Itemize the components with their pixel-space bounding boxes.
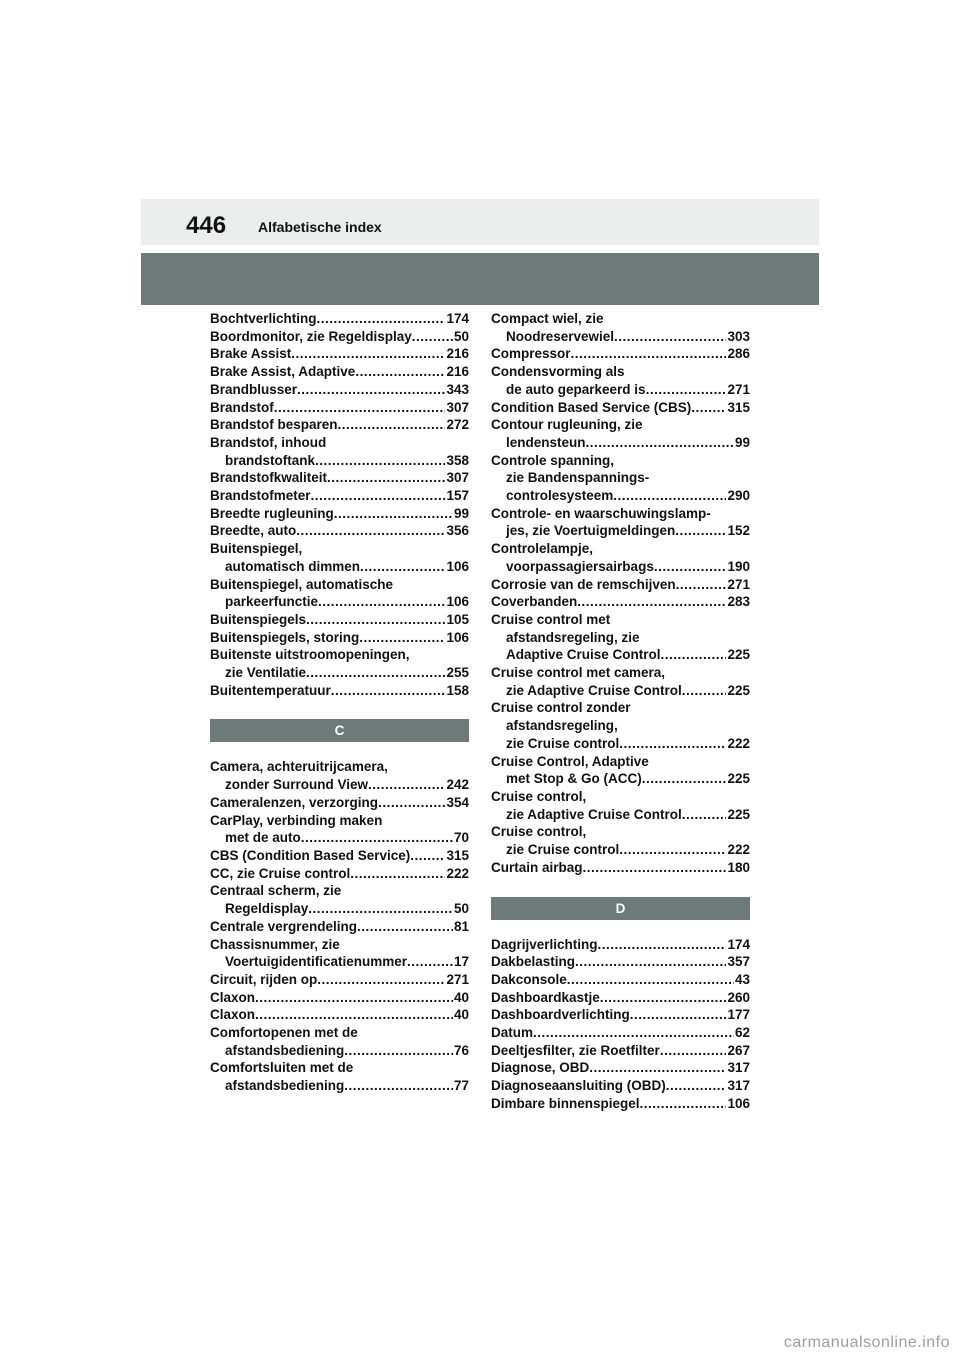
- index-entry-term: Cruise Control, Adaptive: [491, 753, 649, 769]
- index-entry: [491, 699, 750, 752]
- index-entry: [491, 1077, 750, 1095]
- index-entry-term: Brandstof, inhoud: [210, 434, 327, 450]
- dot-leader: [331, 682, 446, 700]
- index-column-left: [210, 310, 469, 1095]
- index-entry: [491, 788, 750, 823]
- index-entry-term: lendensteun: [506, 434, 586, 450]
- index-entry-term: Buitenspiegel, automatische: [210, 576, 394, 592]
- index-entry-page: 105: [446, 611, 469, 627]
- dot-leader: [613, 487, 726, 505]
- index-entry: [210, 629, 469, 647]
- index-entry: [210, 812, 469, 847]
- index-entry-term: afstandsbediening: [225, 1078, 345, 1094]
- index-entry-term: Controle spanning,: [491, 452, 614, 468]
- index-entry-term: Circuit, rijden op: [210, 971, 318, 987]
- index-entry: [210, 936, 469, 971]
- index-entry-term: met de auto: [225, 830, 301, 846]
- index-entry: [491, 859, 750, 877]
- index-entry-page: 50: [453, 328, 469, 344]
- dot-leader: [619, 841, 726, 859]
- index-entry-term: Curtain airbag: [491, 859, 583, 875]
- index-entry: [491, 823, 750, 858]
- index-entry-page: 225: [727, 647, 750, 663]
- dot-leader: [600, 989, 727, 1007]
- index-entry-page: 225: [727, 771, 750, 787]
- index-entry-term: Cruise control,: [491, 788, 587, 804]
- dot-leader: [575, 953, 726, 971]
- index-entry-page: 225: [727, 806, 750, 822]
- dot-leader: [344, 1077, 453, 1095]
- index-entry-page: 17: [453, 954, 469, 970]
- dot-leader: [407, 953, 453, 971]
- dot-leader: [274, 399, 446, 417]
- index-entry-page: 356: [446, 523, 469, 539]
- dot-leader: [297, 381, 445, 399]
- index-entry-term: Contour rugleuning, zie: [491, 417, 643, 433]
- index-entry-term: Brake Assist, Adaptive: [210, 364, 356, 380]
- dot-leader: [682, 806, 727, 824]
- index-entry-term: Deeltjesfilter, zie Roetfilter: [491, 1042, 660, 1058]
- index-entry-term: met Stop & Go (ACC): [506, 771, 642, 787]
- index-entry-page: 62: [734, 1025, 750, 1041]
- index-entry-term: Compressor: [491, 346, 571, 362]
- dot-leader: [306, 664, 445, 682]
- index-entry-page: 216: [446, 364, 469, 380]
- index-entry: [491, 345, 750, 363]
- index-entry-page: 354: [446, 794, 469, 810]
- letter-heading: C: [210, 719, 469, 742]
- index-entry: [491, 593, 750, 611]
- index-entry-page: 225: [727, 682, 750, 698]
- index-entry-page: 174: [446, 311, 469, 326]
- index-entry-page: 271: [446, 971, 469, 987]
- index-entry: [491, 452, 750, 505]
- index-column-right: [491, 310, 750, 1113]
- index-entry: [491, 953, 750, 971]
- index-entry: [491, 1095, 750, 1113]
- index-entry-term: Voertuigidentificatienummer: [225, 954, 408, 970]
- index-entry-term: Buitenste uitstroomopeningen,: [210, 647, 410, 663]
- index-entry-page: 307: [446, 470, 469, 486]
- index-entry-page: 271: [727, 381, 750, 397]
- index-entry-term: zie Ventilatie: [225, 665, 307, 681]
- dot-leader: [368, 776, 445, 794]
- index-entry-term: zie Cruise control: [506, 842, 620, 858]
- dot-leader: [308, 900, 453, 918]
- dot-leader: [291, 345, 445, 363]
- dot-leader: [378, 794, 445, 812]
- index-entry-page: 43: [734, 971, 750, 987]
- dot-leader: [614, 328, 726, 346]
- index-entry-term: zie Cruise control: [506, 735, 620, 751]
- index-entry-term: Corrosie van de remschijven: [491, 576, 676, 592]
- index-entry-term: Chassisnummer, zie: [210, 936, 340, 952]
- index-entry-term: Compact wiel, zie: [491, 311, 604, 326]
- index-entry-page: 357: [727, 954, 750, 970]
- dot-leader: [630, 1006, 727, 1024]
- dot-leader: [571, 345, 727, 363]
- index-entry-page: 216: [446, 346, 469, 362]
- index-entry: [491, 505, 750, 540]
- index-entry-term: Condition Based Service (CBS): [491, 399, 692, 415]
- index-entry-term: Buitentemperatuur: [210, 682, 331, 698]
- index-entry-page: 272: [446, 417, 469, 433]
- index-entry: [491, 989, 750, 1007]
- index-entry-page: 70: [453, 830, 469, 846]
- index-entry-term: zie Adaptive Cruise Control: [506, 682, 682, 698]
- index-entry-term: controlesysteem: [506, 488, 614, 504]
- index-entry: [491, 576, 750, 594]
- index-entry: [210, 611, 469, 629]
- index-entry: [210, 328, 469, 346]
- index-entry: [491, 1006, 750, 1024]
- index-entry-term: brandstoftank: [225, 452, 316, 468]
- dot-leader: [255, 1006, 453, 1024]
- index-entry: [491, 936, 750, 954]
- page-number: 446: [186, 212, 227, 239]
- index-entry-term: Buitenspiegels, storing: [210, 629, 360, 645]
- dot-leader: [357, 918, 453, 936]
- index-entry-page: 222: [446, 865, 469, 881]
- index-entry-term: Adaptive Cruise Control: [506, 647, 661, 663]
- index-entry-term: Condensvorming als: [491, 364, 625, 380]
- header-bar: [141, 199, 819, 245]
- index-entry-term: Brandstof: [210, 399, 274, 415]
- index-entry: [210, 1024, 469, 1059]
- index-entry: [210, 434, 469, 469]
- index-entry-page: 152: [727, 523, 750, 539]
- dot-leader: [317, 310, 446, 328]
- index-entry-term: afstandsregeling, zie: [506, 629, 640, 645]
- index-entry-term: Coverbanden: [491, 594, 578, 610]
- index-entry-page: 99: [734, 434, 750, 450]
- dot-leader: [412, 328, 453, 346]
- index-entry-term: Dashboardverlichting: [491, 1007, 630, 1023]
- index-entry-page: 180: [727, 859, 750, 875]
- index-entry-term: zie Bandenspannings-: [506, 470, 650, 486]
- index-entry-page: 271: [727, 576, 750, 592]
- header-band: [141, 253, 819, 305]
- index-entry-page: 315: [727, 399, 750, 415]
- index-entry-term: Dakbelasting: [491, 954, 576, 970]
- index-entry-term: Breedte rugleuning: [210, 505, 334, 521]
- index-entry-term: automatisch dimmen: [225, 558, 361, 574]
- index-entry: [210, 865, 469, 883]
- index-entry: [210, 487, 469, 505]
- dot-leader: [583, 859, 727, 877]
- index-entry-term: Brandstofkwaliteit: [210, 470, 328, 486]
- index-entry-term: Dagrijverlichting: [491, 936, 598, 952]
- dot-leader: [661, 646, 727, 664]
- index-entry: [491, 753, 750, 788]
- dot-leader: [255, 989, 453, 1007]
- index-entry: [210, 847, 469, 865]
- index-entry: [210, 399, 469, 417]
- index-entry-page: 260: [727, 989, 750, 1005]
- dot-leader: [410, 847, 445, 865]
- index-entry-term: Claxon: [210, 989, 256, 1005]
- index-entry-term: afstandsbediening: [225, 1042, 345, 1058]
- index-entry-term: parkeerfunctie: [225, 594, 319, 610]
- index-entry-page: 99: [453, 505, 469, 521]
- dot-leader: [691, 399, 726, 417]
- index-entry-page: 177: [727, 1007, 750, 1023]
- dot-leader: [646, 381, 727, 399]
- dot-leader: [344, 1042, 453, 1060]
- index-entry-term: Dashboardkastje: [491, 989, 600, 1005]
- index-entry-page: 106: [446, 558, 469, 574]
- dot-leader: [301, 829, 453, 847]
- index-entry-term: Buitenspiegels: [210, 611, 307, 627]
- index-entry: [210, 381, 469, 399]
- dot-leader: [317, 971, 445, 989]
- dot-leader: [567, 971, 734, 989]
- index-entry-term: Comfortopenen met de: [210, 1025, 358, 1041]
- index-entry-term: Noodreservewiel: [506, 328, 615, 344]
- dot-leader: [533, 1024, 734, 1042]
- index-entry: [210, 469, 469, 487]
- index-entry: [210, 363, 469, 381]
- index-entry-term: CarPlay, verbinding maken: [210, 812, 383, 828]
- index-entry: [210, 918, 469, 936]
- index-entry: [491, 1059, 750, 1077]
- dot-leader: [577, 593, 726, 611]
- index-entry: [491, 310, 750, 345]
- index-entry: [491, 540, 750, 575]
- index-entry-page: 50: [453, 901, 469, 917]
- index-entry-term: Brandstof besparen: [210, 417, 338, 433]
- index-entry-page: 307: [446, 399, 469, 415]
- index-entry-page: 77: [453, 1078, 469, 1094]
- index-entry: [210, 882, 469, 917]
- index-entry-page: 222: [727, 842, 750, 858]
- index-entry-page: 358: [446, 452, 469, 468]
- index-entry: [491, 1024, 750, 1042]
- index-entry-term: Cruise control,: [491, 824, 587, 840]
- index-entry: [491, 363, 750, 398]
- index-entry-term: Bochtverlichting: [210, 311, 317, 326]
- index-entry-term: Controle- en waarschuwingslamp-: [491, 505, 711, 521]
- dot-leader: [306, 611, 445, 629]
- index-entry: [491, 971, 750, 989]
- index-entry-term: Buitenspiegel,: [210, 541, 303, 557]
- index-entry: [491, 664, 750, 699]
- dot-leader: [660, 1042, 727, 1060]
- index-entry-term: Dakconsole: [491, 971, 567, 987]
- index-entry: [210, 416, 469, 434]
- index-entry: [491, 611, 750, 664]
- index-entry-page: 283: [727, 594, 750, 610]
- dot-leader: [311, 487, 446, 505]
- dot-leader: [676, 576, 727, 594]
- index-entry-term: voorpassagiersairbags: [506, 558, 654, 574]
- index-entry-term: zie Adaptive Cruise Control: [506, 806, 682, 822]
- index-entry: [210, 345, 469, 363]
- index-entry-page: 303: [727, 328, 750, 344]
- dot-leader: [675, 522, 726, 540]
- index-entry: [210, 758, 469, 793]
- index-entry-term: Camera, achteruitrijcamera,: [210, 759, 388, 775]
- index-entry: [210, 989, 469, 1007]
- index-entry-page: 317: [727, 1060, 750, 1076]
- index-entry-term: Diagnose, OBD: [491, 1060, 590, 1076]
- index-entry: [210, 576, 469, 611]
- dot-leader: [666, 1077, 727, 1095]
- index-entry-page: 315: [446, 847, 469, 863]
- dot-leader: [315, 452, 445, 470]
- dot-leader: [682, 682, 727, 700]
- dot-leader: [642, 770, 727, 788]
- index-entry: [210, 971, 469, 989]
- index-entry: [210, 646, 469, 681]
- index-entry: [210, 1059, 469, 1094]
- dot-leader: [598, 936, 727, 954]
- index-entry-term: CC, zie Cruise control: [210, 865, 351, 881]
- index-entry-term: Centrale vergrendeling: [210, 918, 358, 934]
- index-entry-term: Dimbare binnenspiegel: [491, 1095, 640, 1111]
- index-entry: [210, 522, 469, 540]
- index-entry: [210, 310, 469, 328]
- index-entry-term: Cruise control zonder: [491, 700, 631, 716]
- index-entry-page: 267: [727, 1042, 750, 1058]
- index-entry-term: Controlelampje,: [491, 541, 594, 557]
- index-entry: [491, 1042, 750, 1060]
- dot-leader: [327, 469, 445, 487]
- index-entry-term: afstandsregeling,: [506, 718, 618, 734]
- index-entry-term: zonder Surround View: [225, 777, 369, 793]
- index-entry-page: 343: [446, 381, 469, 397]
- index-entry-page: 81: [453, 918, 469, 934]
- index-entry-page: 40: [453, 989, 469, 1005]
- index-entry-page: 76: [453, 1042, 469, 1058]
- index-entry: [210, 540, 469, 575]
- index-entry-page: 222: [727, 735, 750, 751]
- index-entry-term: Datum: [491, 1025, 534, 1041]
- index-entry-page: 174: [727, 936, 750, 952]
- index-entry: [491, 416, 750, 451]
- index-entry-term: jes, zie Voertuigmeldingen: [506, 523, 676, 539]
- index-entry: [210, 794, 469, 812]
- index-entry-term: Cruise control met camera,: [491, 665, 666, 681]
- index-entry-page: 106: [446, 629, 469, 645]
- index-entry-page: 317: [727, 1078, 750, 1094]
- section-title: Alfabetische index: [258, 219, 382, 235]
- dot-leader: [318, 593, 445, 611]
- dot-leader: [350, 865, 445, 883]
- index-entry-page: 242: [446, 777, 469, 793]
- index-entry-term: CBS (Condition Based Service): [210, 847, 411, 863]
- index-entry-term: Diagnoseaansluiting (OBD): [491, 1078, 666, 1094]
- index-entry: [210, 682, 469, 700]
- index-entry-page: 106: [727, 1095, 750, 1111]
- index-entry-term: de auto geparkeerd is: [506, 381, 646, 397]
- dot-leader: [586, 434, 734, 452]
- dot-leader: [360, 558, 445, 576]
- index-entry-term: Brandblusser: [210, 381, 298, 397]
- dot-leader: [338, 416, 446, 434]
- index-entry-term: Brandstofmeter: [210, 488, 311, 504]
- index-entry-term: Claxon: [210, 1007, 256, 1023]
- index-entry-page: 290: [727, 488, 750, 504]
- index-entry-term: Centraal scherm, zie: [210, 883, 342, 899]
- index-entry-term: Cameralenzen, verzorging: [210, 794, 379, 810]
- index-entry-page: 190: [727, 558, 750, 574]
- dot-leader: [359, 629, 445, 647]
- index-entry-term: Regeldisplay: [225, 901, 309, 917]
- index-entry-term: Comfortsluiten met de: [210, 1060, 354, 1076]
- index-entry: [491, 399, 750, 417]
- index-entry-page: 255: [446, 665, 469, 681]
- footer-watermark: carmanualsonline.info: [783, 1334, 950, 1351]
- index-entry: [210, 1006, 469, 1024]
- dot-leader: [296, 522, 445, 540]
- index-entry-page: 106: [446, 594, 469, 610]
- dot-leader: [355, 363, 445, 381]
- index-entry-page: 40: [453, 1007, 469, 1023]
- index-entry-term: Boordmonitor, zie Regeldisplay: [210, 328, 412, 344]
- dot-leader: [334, 505, 453, 523]
- index-entry-page: 286: [727, 346, 750, 362]
- index-entry-term: Cruise control met: [491, 611, 611, 627]
- index-entry: [210, 505, 469, 523]
- dot-leader: [654, 558, 727, 576]
- letter-heading: D: [491, 897, 750, 920]
- index-entry-term: Breedte, auto: [210, 523, 297, 539]
- index-entry-page: 157: [446, 488, 469, 504]
- dot-leader: [640, 1095, 727, 1113]
- dot-leader: [619, 735, 726, 753]
- dot-leader: [589, 1059, 726, 1077]
- index-entry-page: 158: [446, 682, 469, 698]
- index-entry-term: Brake Assist: [210, 346, 292, 362]
